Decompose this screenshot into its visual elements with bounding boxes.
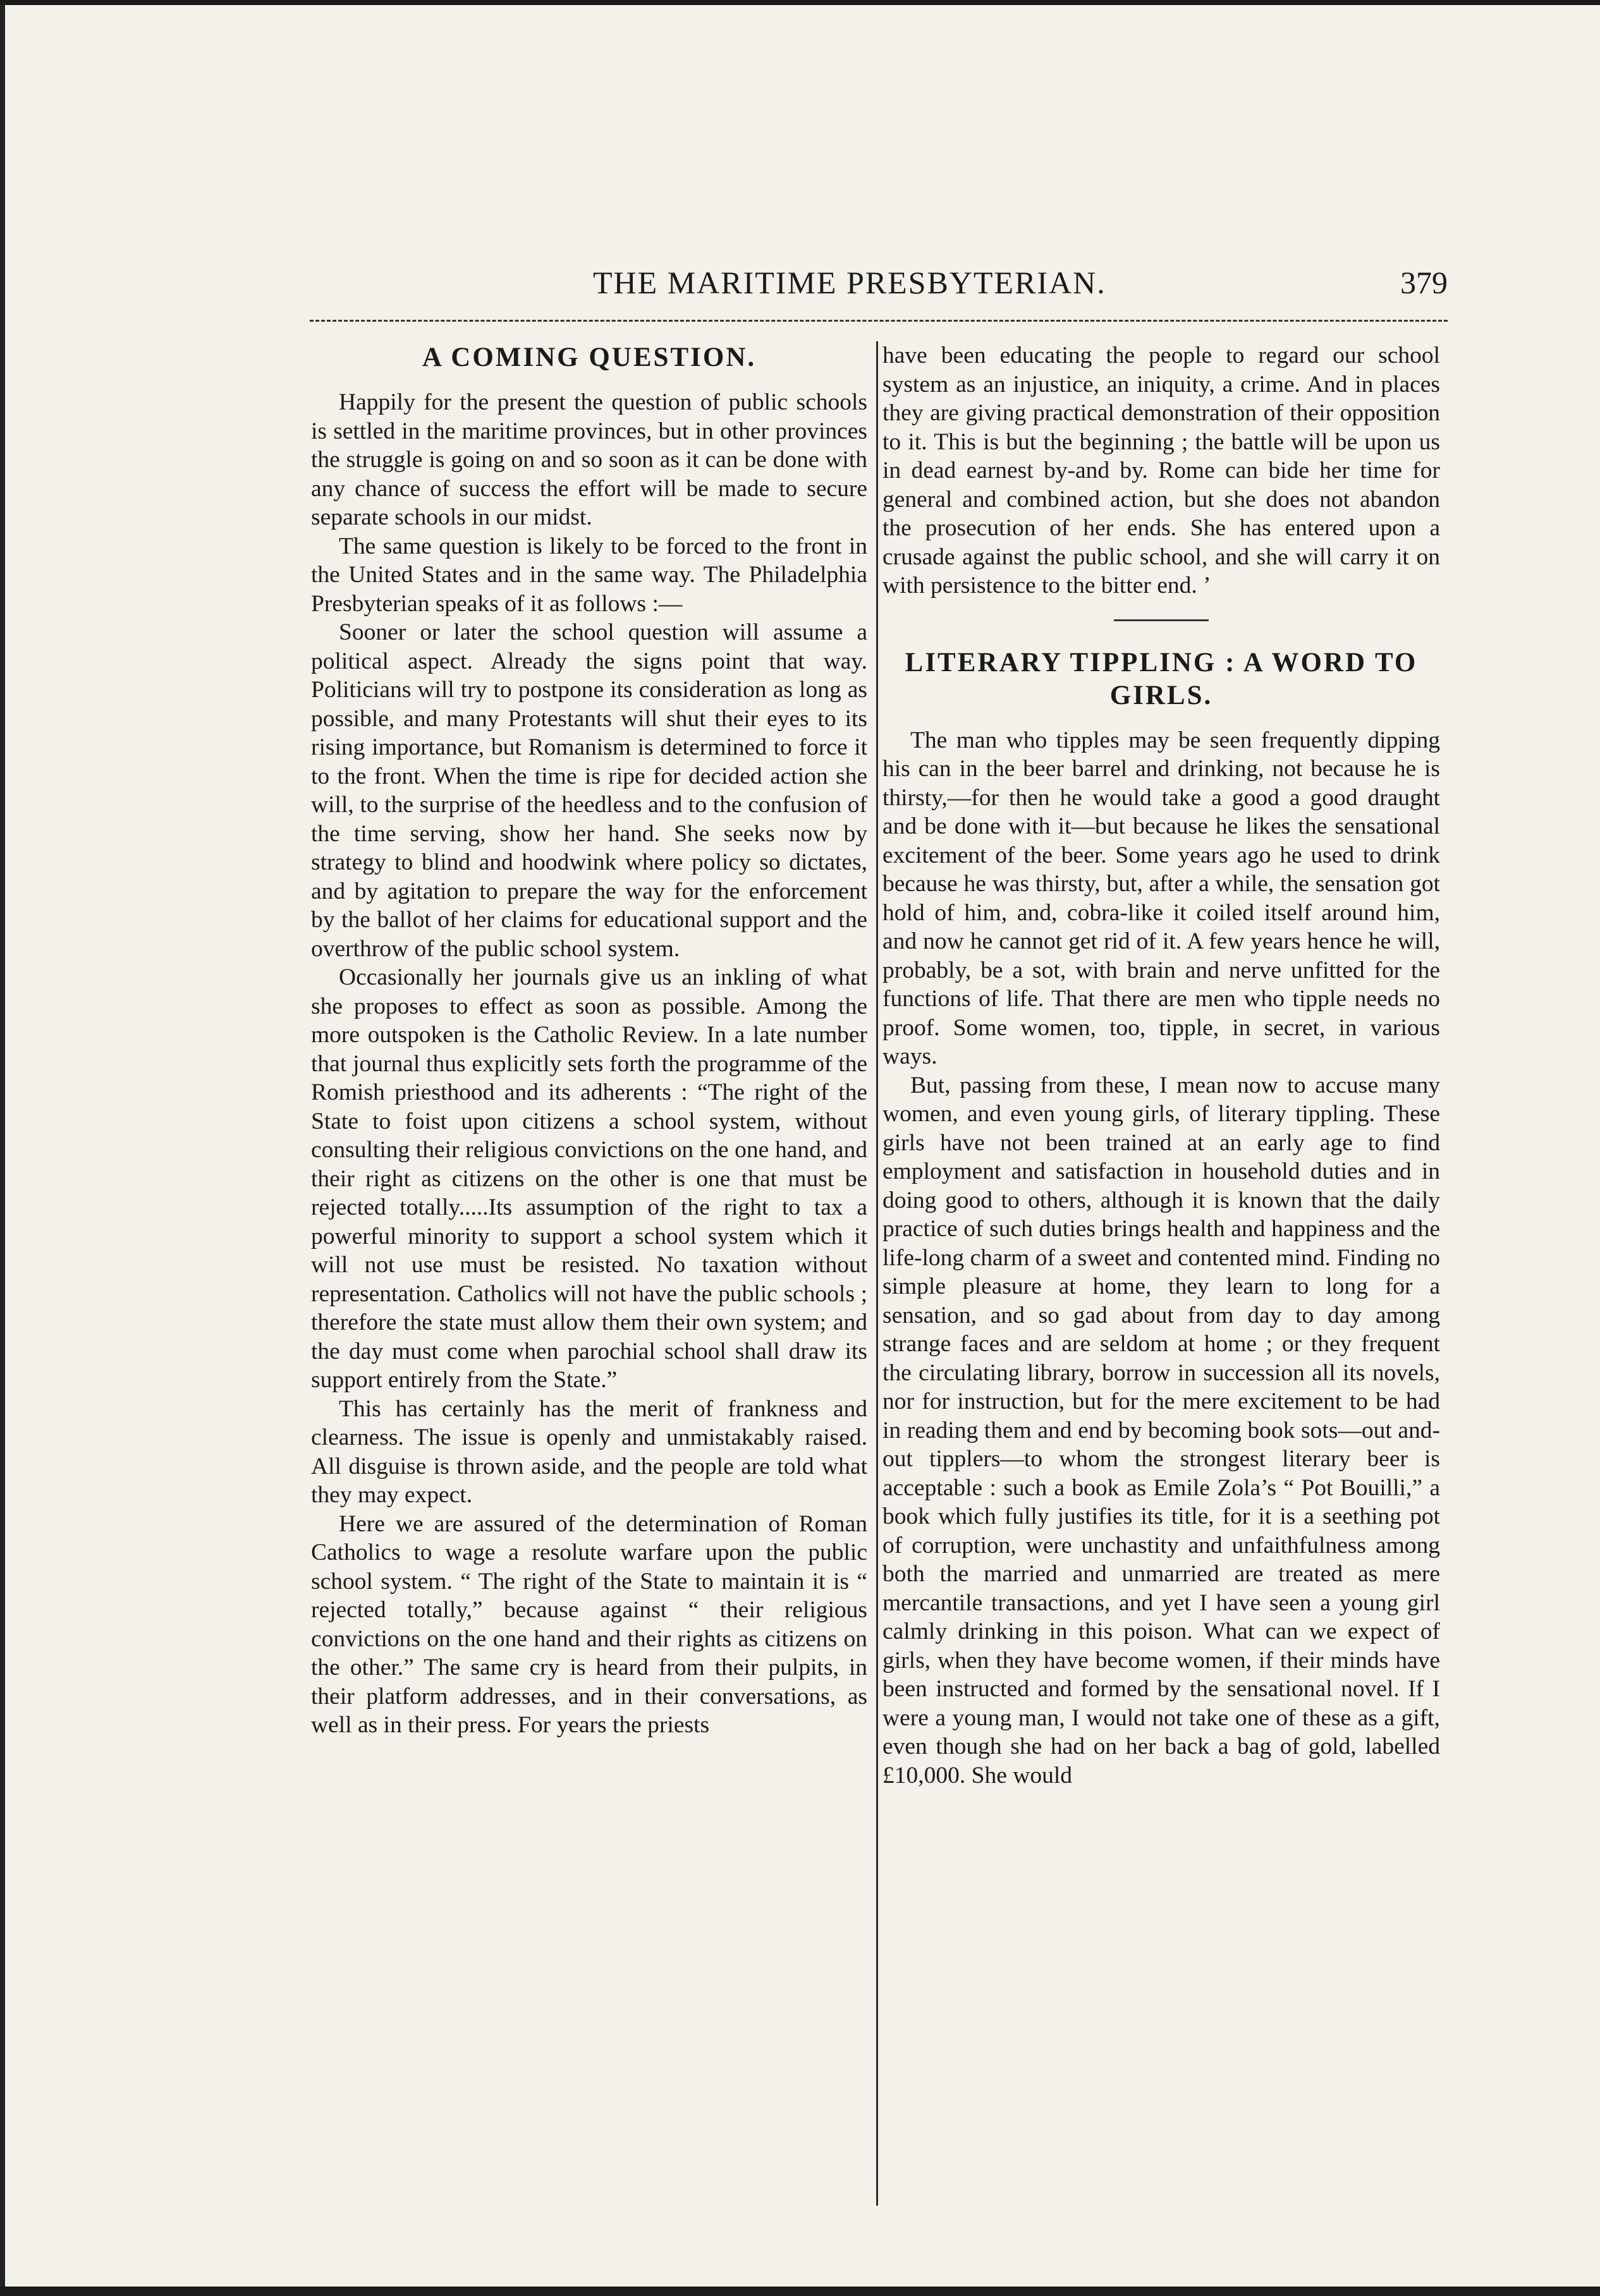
page-header bbox=[310, 264, 1448, 308]
article1-continued-paragraph: have been educating the people to regard our school system as an injustice, an iniquity, a crime. And in places they are giving practical demonstration of their opposition to it. This is but the beginning ; the battle will be upon us in dead earnest by-and by. Rome can bide her time for general and combined action, but she does not abandon the prosecution of her ends. She has entered upon a crusade against the public school, and she will carry it on with persistence to the bitter end. ’ bbox=[882, 343, 1440, 598]
article1-paragraph: Here we are assured of the determination of Roman Catholics to wage a resolute warfare upon the public school system. “ The right of the State to maintain it is “ rejected totally,” because against “ their religious convictions on the one hand and their rights as citizens on the other.” The same cry is heard from their pulpits, in their platform addresses, and in their conversations, as well as in their press. For years the priests bbox=[311, 1510, 867, 1738]
right-column bbox=[882, 341, 1440, 1790]
article2-paragraph: But, passing from these, I mean now to accuse many women, and even young girls, of literary tippling. These girls have not been trained at an early age to find employment and satisfaction in household duties and in doing good to others, although it is known that the daily practice of such duties brings health and happiness and the life-long charm of a sweet and contented mind. Finding no simple pleasure at home, they learn to long for a sensation, and so gad about from day to day among strange faces and are seldom at home ; or they frequent the circulating library, borrow in succession all its novels, nor for instruction, but for the mere excitement to be had in reading them and end by becoming book sots—out and-out tipplers—to whom the strongest literary beer is acceptable : such a book as Emile Zola’s “ Pot Bouilli,” a book which fully justifies its title, for it is a seething pot of corruption, were unchastity and unfaithfulness among both the married and unmarried are treated as mere mercantile transactions, and yet I have seen a young girl calmly drinking in this poison. What can we expect of girls, when they have become women, if their minds have been instructed and formed by the sensational novel. If I were a young man, I would not take one of these as a gift, even though she had on her back a bag of gold, labelled £10,000. She would bbox=[882, 1072, 1440, 1789]
article1-headline: A COMING QUESTION. bbox=[422, 343, 757, 372]
article2-headline: LITERARY TIPPLING : A WORD TO GIRLS. bbox=[905, 647, 1418, 710]
running-title: THE MARITIME PRESBYTERIAN. bbox=[593, 265, 1106, 300]
header-rule bbox=[310, 320, 1448, 322]
scan-edge-bottom bbox=[0, 2283, 1600, 2296]
page-number: 379 bbox=[1400, 265, 1448, 300]
article1-paragraph: Sooner or later the school question will assume a political aspect. Already the signs point that way. Politicians will try to postpone its consideration as long as possible, and many Protestants will shut their eyes to its rising importance, but Romanism is determined to force it to the front. When the time is ripe for decided action she will, to the surprise of the heedless and to the confusion of the time serving, show her hand. She seeks now by strategy to blind and hoodwink where policy so dictates, and by agitation to prepare the way for the enforcement by the ballot of her claims for educational support and the overthrow of the public school system. bbox=[311, 619, 867, 962]
article1-paragraph: Happily for the present the question of public schools is settled in the maritime provinces, but in other provinces the struggle is going on and so soon as it can be done with any chance of success the effort will be made to secure separate schools in our midst. bbox=[311, 389, 867, 530]
article1-paragraph: This has certainly has the merit of frankness and clearness. The issue is openly and unmistakably raised. All disguise is thrown aside, and the people are told what they may expect. bbox=[311, 1395, 867, 1508]
article2-paragraph: The man who tipples may be seen frequently dipping his can in the beer barrel and drinking, not because he is thirsty,—for then he would take a good a good draught and be done with it—but because he likes the sensational excitement of the beer. Some years ago he used to drink because he was thirsty, but, after a while, the sensation got hold of him, and, cobra-like it coiled itself around him, and now he cannot get rid of it. A few years hence he will, probably, be a sot, with brain and nerve unfitted for the functions of life. That there are men who tipple needs no proof. Some women, too, tipple, in secret, in various ways. bbox=[882, 727, 1440, 1069]
article1-paragraph: Occasionally her journals give us an inkling of what she proposes to effect as soon as possible. Among the more outspoken is the Catholic Review. In a late number that journal thus explicitly sets forth the programme of the Romish priesthood and its adherents : “The right of the State to foist upon citizens a school system, without consulting their religious convictions on the one hand, and their right as citizens on the other is one that must be rejected totally.....Its assumption of the right to tax a powerful minority to support a school system which it will not use must be resisted. No taxation without representation. Catholics will not have the public schools ; therefore the state must allow them their own system; and the day must come when parochial school shall draw its support entirely from the State.” bbox=[311, 964, 867, 1393]
left-column bbox=[311, 341, 867, 1740]
article1-paragraph: The same question is likely to be forced to the front in the United States and in the same way. The Philadelphia Presbyterian speaks of it as follows :— bbox=[311, 533, 867, 617]
column-divider bbox=[876, 341, 878, 2206]
section-divider bbox=[1114, 619, 1209, 621]
